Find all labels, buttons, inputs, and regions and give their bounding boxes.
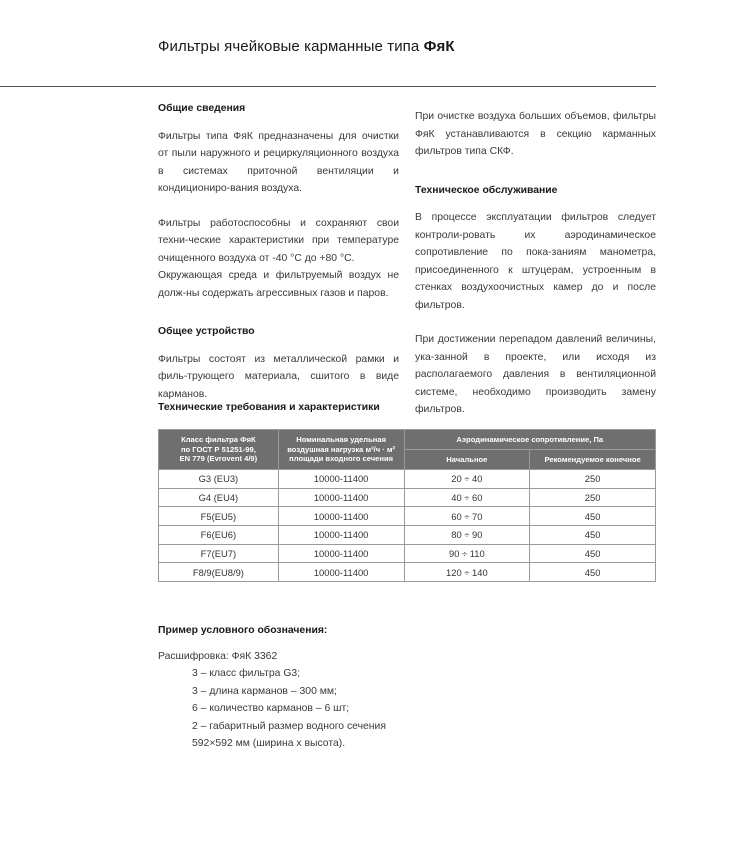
maintenance-heading: Техническое обслуживание <box>415 184 558 196</box>
cell-load: 10000-11400 <box>278 507 404 526</box>
example-item: 3 – длина карманов – 300 мм; <box>192 685 337 697</box>
cell-class: G4 (EU4) <box>159 488 279 507</box>
maintenance-paragraph-1: В процессе эксплуатации фильтров следует контроли-ровать их аэродинамическое сопротивление по пока-заниям манометра, присоединенного к штуцерам, устроенным в стенках воздухоочистных камер до и после фильтров. <box>415 212 656 311</box>
example-item: 6 – количество карманов – 6 шт; <box>192 703 350 714</box>
col-header-initial: Начальное <box>404 450 530 470</box>
table-title: Технические требования и характеристики <box>158 402 380 413</box>
cell-final: 450 <box>530 526 656 545</box>
cell-final: 450 <box>530 563 656 582</box>
general-heading: Общие сведения <box>158 103 246 114</box>
cell-initial: 120 ÷ 140 <box>404 563 530 582</box>
table-row <box>159 488 656 507</box>
col-header-load-line-3: площади входного сечения <box>289 454 394 464</box>
cell-load: 10000-11400 <box>278 470 404 489</box>
cell-load: 10000-11400 <box>278 563 404 582</box>
example-decode: Расшифровка: ФяК 3362 <box>158 650 278 662</box>
table-row <box>159 470 656 489</box>
table-row <box>159 544 656 563</box>
cell-initial: 40 ÷ 60 <box>404 488 530 507</box>
cell-initial: 90 ÷ 110 <box>404 544 530 563</box>
example-item: 2 – габаритный размер водного сечения <box>192 720 386 732</box>
page-title <box>158 38 455 55</box>
maintenance-paragraph-2: При достижении перепадом давлений величины, ука-занной в проекте, или исходя из располагаемого давления в вентиляционной системе, необходимо производить замену фильтров. <box>415 334 656 415</box>
cell-load: 10000-11400 <box>278 544 404 563</box>
cell-class: F8/9(EU8/9) <box>159 563 279 582</box>
design-paragraph: Фильтры состоят из металлической рамки и филь-трующего материала, сшитого в виде карманов. <box>158 353 399 400</box>
cell-final: 450 <box>530 507 656 526</box>
cell-class: G3 (EU3) <box>159 470 279 489</box>
table-row <box>159 563 656 582</box>
general-paragraph-2: Фильтры работоспособны и сохраняют свои техни-ческие характеристики при температуре очищенного воздуха от -40 °С до +80 °С. <box>158 217 399 264</box>
left-column <box>158 100 399 403</box>
cell-class: F6(EU6) <box>159 526 279 545</box>
spec-table <box>158 429 656 582</box>
col-header-resistance: Аэродинамическое сопротивление, Па <box>404 430 656 450</box>
col-header-class-line-2: по ГОСТ Р 51251-99, <box>180 444 256 454</box>
col-header-load-line-1: Номинальная удельная <box>296 435 387 445</box>
cell-final: 250 <box>530 488 656 507</box>
cell-initial: 20 ÷ 40 <box>404 470 530 489</box>
cell-initial: 60 ÷ 70 <box>404 507 530 526</box>
col-header-class <box>159 430 279 470</box>
page-title-text: Фильтры ячейковые карманные типа <box>158 38 420 55</box>
col-header-final: Рекомендуемое конечное <box>530 450 656 470</box>
example-item: 3 – класс фильтра G3; <box>192 668 301 679</box>
header-rule <box>0 86 656 87</box>
page-title-bold: ФяК <box>423 38 455 55</box>
general-paragraph-3: Окружающая среда и фильтруемый воздух не долж-ны содержать агрессивных газов и паров. <box>158 270 399 299</box>
design-heading: Общее устройство <box>158 326 255 337</box>
cell-class: F7(EU7) <box>159 544 279 563</box>
col-header-load <box>278 430 404 470</box>
cell-class: F5(EU5) <box>159 507 279 526</box>
general-paragraph-1: Фильтры типа ФяК предназначены для очистки от пыли наружного и рециркуляционного воздуха в системах приточной вентиляции и кондициониро-вания воздуха. <box>158 130 399 194</box>
right-column <box>415 108 656 419</box>
table-row <box>159 526 656 545</box>
right-paragraph-1: При очистке воздуха больших объемов, фильтры ФяК устанавливаются в секцию карманных фильтров типа СКФ. <box>415 111 656 157</box>
cell-initial: 80 ÷ 90 <box>404 526 530 545</box>
cell-final: 250 <box>530 470 656 489</box>
designation-example <box>158 622 386 753</box>
col-header-class-line-3: EN 779 (Evrovent 4/9) <box>179 454 258 464</box>
col-header-class-line-1: Класс фильтра ФяК <box>181 435 256 445</box>
example-item: 592×592 мм (ширина х высота). <box>192 738 346 749</box>
cell-load: 10000-11400 <box>278 488 404 507</box>
cell-final: 450 <box>530 544 656 563</box>
cell-load: 10000-11400 <box>278 526 404 545</box>
table-row <box>159 507 656 526</box>
col-header-load-line-2: воздушная нагрузка м³/ч · м² <box>287 444 396 454</box>
example-heading: Пример условного обозначения: <box>158 625 328 636</box>
